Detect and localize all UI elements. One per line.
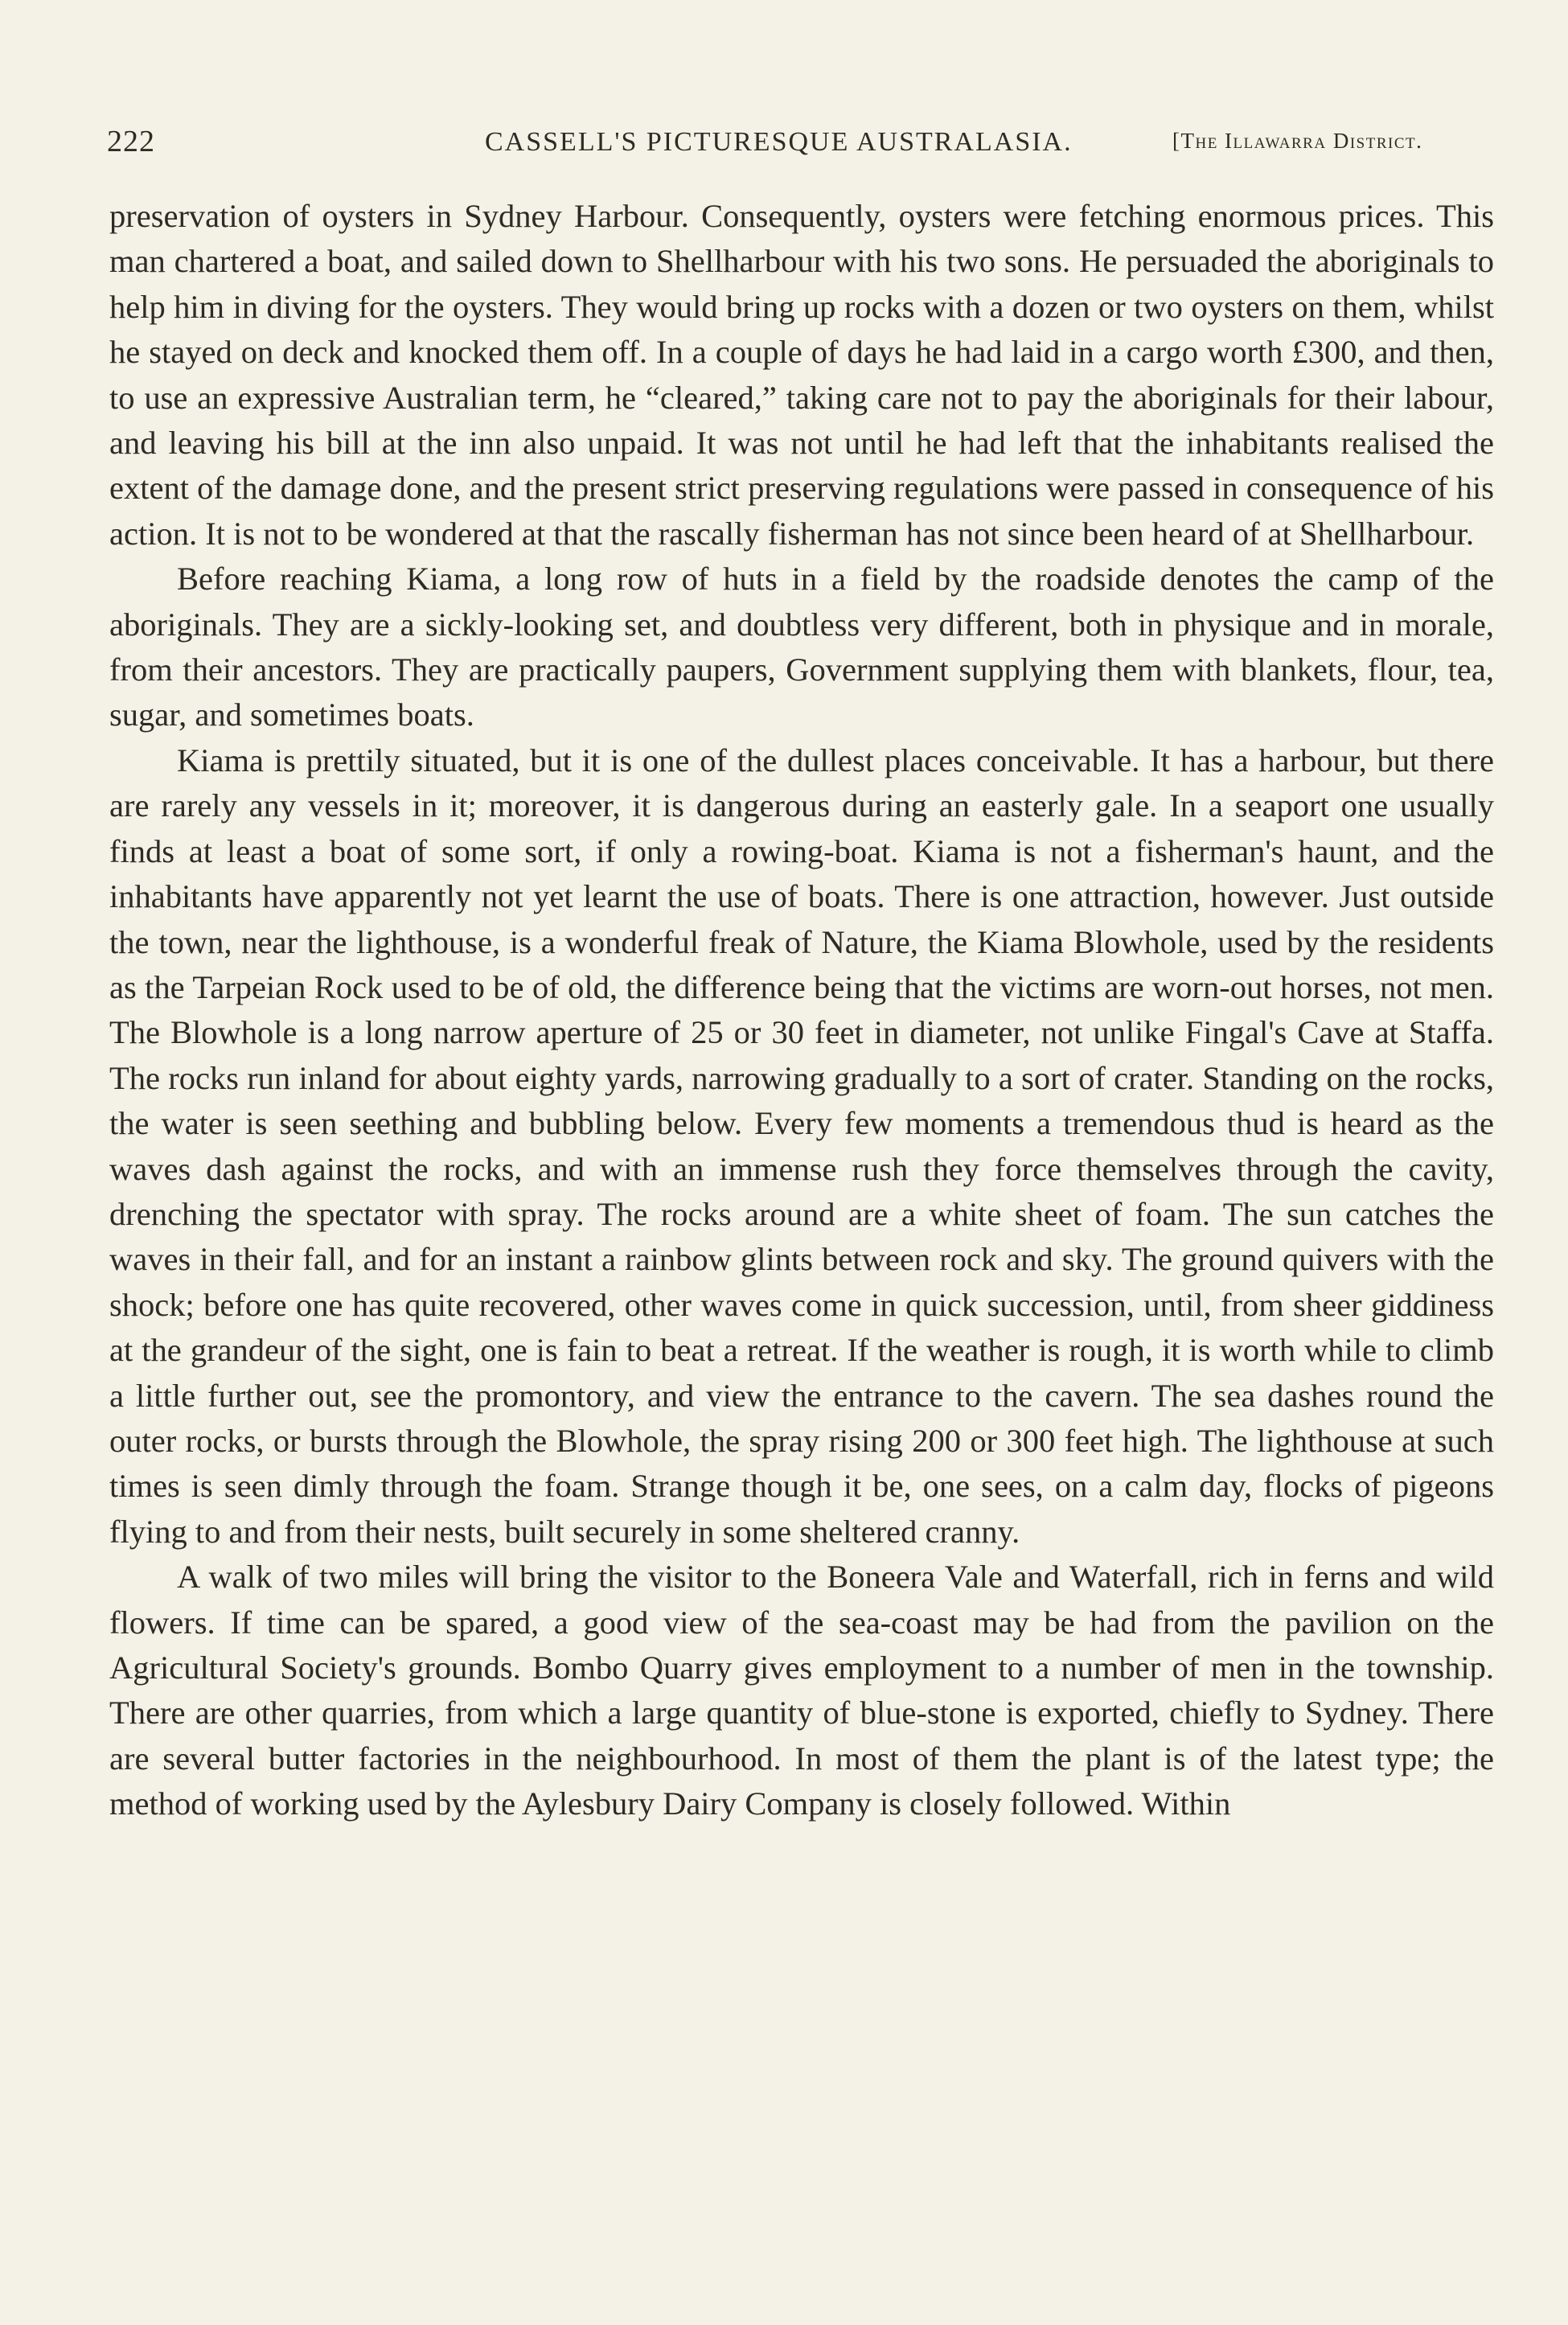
running-header [107,119,1458,167]
running-title: CASSELL'S PICTURESQUE AUSTRALASIA. [485,127,1073,157]
paragraph-boneera-vale: A walk of two miles will bring the visitor to the Boneera Vale and Waterfall, rich in ferns and wild flowers. If time can be spared, a good view of the sea-coast may be had from the pavilion on the Agricultural Society's grounds. Bombo Quarry gives employment to a number of men in the township. There are other quarries, from which a large quantity of blue-stone is exported, chiefly to Sydney. There are several butter factories in the neighbourhood. In most of them the plant is of the latest type; the method of working used by the Aylesbury Dairy Company is closely followed. Within [109,1559,1494,1822]
page-number: 222 [107,125,155,158]
running-section: [The Illawarra District. [1172,129,1423,153]
paragraph-oyster-thief: preservation of oysters in Sydney Harbour. Consequently, oysters were fetching enormous prices. This man chartered a boat, and sailed down to Shellharbour with his two sons. He persuaded the aboriginals to help him in diving for the oysters. They would bring up rocks with a dozen or two oysters on them, whilst he stayed on deck and knocked them off. In a couple of days he had laid in a cargo worth £300, and then, to use an expressive Australian term, he “cleared,” taking care not to pay the aboriginals for their labour, and leaving his bill at the inn also unpaid. It was not until he had left that the inhabitants realised the extent of the damage done, and the present strict preserving regulations were passed in consequence of his action. It is not to be wondered at that the rascally fisherman has not since been heard of at Shellharbour. [109,198,1494,552]
paragraph-aboriginal-camp: Before reaching Kiama, a long row of huts in a field by the roadside denotes the camp of the aboriginals. They are a sickly-looking set, and doubtless very different, both in physique and in morale, from their ancestors. They are practically paupers, Government supplying them with blankets, flour, tea, sugar, and sometimes boats. [109,561,1494,733]
body-text [109,194,1494,1827]
paragraph-kiama-blowhole: Kiama is prettily situated, but it is one of the dullest places conceivable. It has a harbour, but there are rarely any vessels in it; moreover, it is dangerous during an easterly gale. In a seaport one usually finds at least a boat of some sort, if only a rowing-boat. Kiama is not a fisherman's haunt, and the inhabitants have apparently not yet learnt the use of boats. There is one attraction, however. Just outside the town, near the lighthouse, is a wonderful freak of Nature, the Kiama Blowhole, used by the residents as the Tarpeian Rock used to be of old, the difference being that the victims are worn-out horses, not men. The Blowhole is a long narrow aperture of 25 or 30 feet in diameter, not unlike Fingal's Cave at Staffa. The rocks run inland for about eighty yards, narrowing gradually to a sort of crater. Standing on the rocks, the water is seen seething and bubbling below. Every few moments a tremendous thud is heard as the waves dash against the rocks, and with an immense rush they force themselves through the cavity, drenching the spectator with spray. The rocks around are a white sheet of foam. The sun catches the waves in their fall, and for an instant a rainbow glints between rock and sky. The ground quivers with the shock; before one has quite recovered, other waves come in quick succession, until, from sheer giddiness at the grandeur of the sight, one is fain to beat a retreat. If the weather is rough, it is worth while to climb a little further out, see the promontory, and view the entrance to the cavern. The sea dashes round the outer rocks, or bursts through the Blowhole, the spray rising 200 or 300 feet high. The lighthouse at such times is seen dimly through the foam. Strange though it be, one sees, on a calm day, flocks of pigeons flying to and from their nests, built securely in some sheltered cranny. [109,741,1494,1550]
